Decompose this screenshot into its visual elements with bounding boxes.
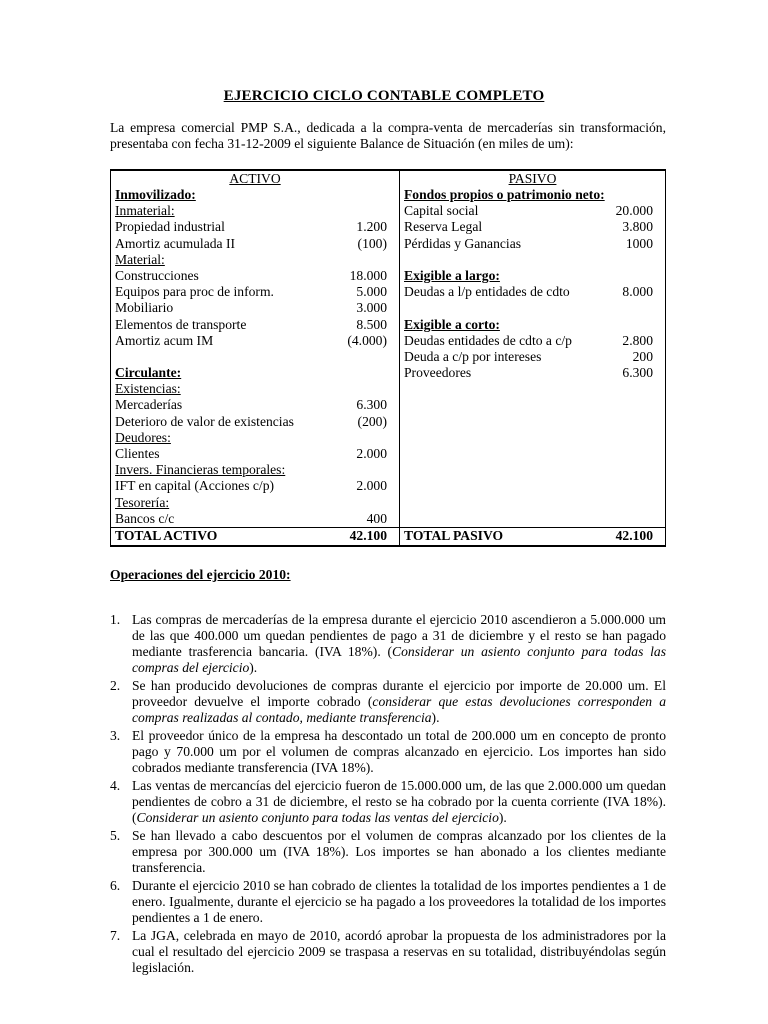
table-row: Mobiliario 3.000 [115,300,387,316]
section-heading: Exigible a largo: [404,267,500,283]
section-heading: Inmovilizado: [115,187,196,202]
subsection-heading: Tesorería: [115,494,170,510]
table-row: Bancos c/c 400 [115,510,387,526]
subsection-heading: Deudores: [115,429,171,445]
table-row: Deterioro de valor de existencias (200) [115,413,387,429]
list-item: 3. El proveedor único de la empresa ha descontado un total de 200.000 um en concepto de pronto pago y 70.000 um por el volumen de compras alcanzado en ejercicio. Los importes han sido cobrados mediante transferencia (IVA 18%). [110,728,666,775]
total-activo-value: 42.100 [349,527,387,543]
operations-list [110,612,666,978]
table-row: Elementos de transporte 8.500 [115,316,387,332]
table-row: Deudas a l/p entidades de cdto 8.000 [404,284,653,300]
table-row: Clientes 2.000 [115,446,387,461]
section-heading: Fondos propios o patrimonio neto: [404,187,605,202]
table-row: Propiedad industrial 1.200 [115,219,387,235]
total-pasivo-cell [400,527,666,546]
pasivo-column [400,170,666,527]
intro-paragraph: La empresa comercial PMP S.A., dedicada a la compra-venta de mercaderías sin transformación, presentaba con fecha 31-12-2009 el siguiente Balance de Situación (en miles de um): [110,120,666,151]
subsection-heading: Inmaterial: [115,203,175,219]
balance-sheet-table [110,169,666,547]
list-item: 6. Durante el ejercicio 2010 se han cobrado de clientes la totalidad de los importes pendientes a 1 de enero. Igualmente, durante el ejercicio se ha pagado a los proveedores la totalidad de los importes pendientes a 1 de enero. [110,878,666,925]
table-row: Capital social 20.000 [404,203,653,219]
table-row: Mercaderías 6.300 [115,397,387,413]
subsection-heading: Existencias: [115,381,181,397]
list-item: 7. La JGA, celebrada en mayo de 2010, acordó aprobar la propuesta de los administradores por la cual el resultado del ejercicio 2009 se traspasa a reservas en su totalidad, distribuyéndolas según legislación. [110,928,666,975]
activo-header: ACTIVO [229,171,281,186]
list-item: 4. Las ventas de mercancías del ejercicio fueron de 15.000.000 um, de las que 2.000.000 um quedan pendientes de cobro a 31 de diciembre, el resto se ha cobrado por la cuenta corriente (IVA 18%). (Considerar un asiento conjunto para todas las ventas del ejercicio). [110,778,666,825]
list-item: 1. Las compras de mercaderías de la empresa durante el ejercicio 2010 ascendieron a 5.000.000 um de las que 400.000 um quedan pendientes de pago a 31 de diciembre y el resto se han pagado mediante trasferencia bancaria. (IVA 18%). (Considerar un asiento conjunto para todas las compras del ejercicio). [110,612,666,675]
table-row: Deudas entidades de cdto a c/p 2.800 [404,332,653,348]
table-row: Construcciones 18.000 [115,267,387,283]
total-pasivo-value: 42.100 [615,527,653,543]
table-row: Reserva Legal 3.800 [404,219,653,235]
total-activo-label: TOTAL ACTIVO [115,527,218,543]
list-item: 5. Se han llevado a cabo descuentos por el volumen de compras alcanzado por los clientes de la empresa por 300.000 um (IVA 18%). Los importes se han abonado a los clientes mediante transferencia. [110,828,666,875]
table-row: Deuda a c/p por intereses 200 [404,348,653,364]
total-pasivo-label: TOTAL PASIVO [404,527,504,543]
table-row: Proveedores 6.300 [404,365,653,381]
table-row: Amortiz acum IM (4.000) [115,332,387,348]
table-row: Equipos para proc de inform. 5.000 [115,284,387,300]
section-heading: Exigible a corto: [404,316,500,332]
operations-title: Operaciones del ejercicio 2010: [110,567,291,582]
list-item: 2. Se han producido devoluciones de compras durante el ejercicio por importe de 20.000 um. El proveedor devuelve el importe cobrado (considerar que estas devoluciones corresponden a compras realizadas al contado, mediante transferencia). [110,678,666,725]
table-row: Pérdidas y Ganancias 1000 [404,235,653,251]
total-activo-cell [111,527,400,546]
table-row: Amortiz acumulada II (100) [115,235,387,251]
subsection-heading: Invers. Financieras temporales: [115,462,286,478]
activo-column [111,170,400,527]
table-row: IFT en capital (Acciones c/p) 2.000 [115,478,387,494]
subsection-heading: Material: [115,251,165,267]
section-heading: Circulante: [115,365,182,381]
pasivo-header: PASIVO [508,171,557,186]
page-title: EJERCICIO CICLO CONTABLE COMPLETO [223,88,545,104]
